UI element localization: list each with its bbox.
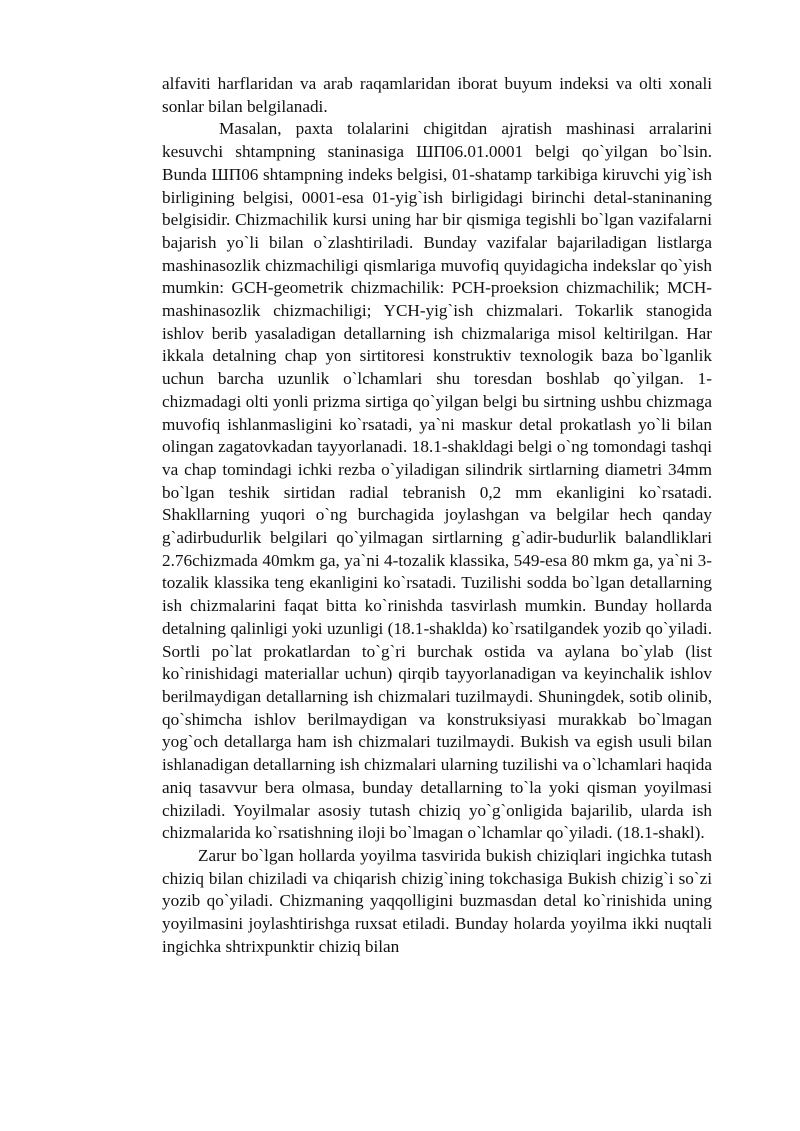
paragraph-bending-lines: Zarur bo`lgan hollarda yoyilma tasvirida bukish chiziqlari ingichka tutash chiziq bilan chiziladi va chiqarish chizig`ining tokchasiga Bukish chizig`i so`zi yozib qo`yiladi. Chizmaning yaqqolligini buzmasdan detal ko`rinishida uning yoyilmasini joylashtirishga ruxsat etiladi. Bunday holarda yoyilma ikki nuqtali ingichka shtrixpunktir chiziq bilan [162, 845, 712, 956]
paragraph-example-stamp: Masalan, paxta tolalarini chigitdan ajratish mashinasi arralarini kesuvchi shtampning staninasiga ШП06.01.0001 belgi qo`yilgan bo`lsin. Bunda ШП06 shtampning indeks belgisi, 01-shatamp tarkibiga kiruvchi yig`ish birligining belgisi, 0001-esa 01-yig`ish birligidagi birinchi detal-staninaning belgisidir. Chizmachilik kursi uning har bir qismiga tegishli bo`lgan vazifalarni bajarish yo`li bilan o`zlashtiriladi. Bunday vazifalar bajariladigan listlarga mashinasozlik chizmachiligi qismlariga muvofiq quyidagicha indekslar qo`yish mumkin: GCH-geometrik chizmachilik: PCH-proeksion chizmachilik; MCH-mashinasozlik chizmachiligi; YCH-yig`ish chizmalari. Tokarlik stanogida ishlov berib yasaladigan detallarning ish chizmalariga misol keltirilgan. Har ikkala detalning chap yon sirtitoresi konstruktiv texnologik baza bo`lganlik uchun barcha uzunlik o`lchamlari shu toresdan boshlab qo`yilgan. 1-chizmadagi olti yonli prizma sirtiga qo`yilgan belgi bu sirtning ushbu chizmaga muvofiq ishlanmasligini ko`rsatadi, ya`ni maskur detal prokatlash yo`li bilan olingan zagatovkadan tayyorlanadi. 18.1-shakldagi belgi o`ng tomondagi tashqi va chap tomindagi ichki rezba o`yiladigan silindrik sirtlarning diametri 34mm bo`lgan teshik sirtidan radial tebranish 0,2 mm ekanligini ko`rsatadi. Shakllarning yuqori o`ng burchagida joylashgan va belgilar hech qanday g`adirbudurlik belgilari qo`yilmagan sirtlarning g`adir-budurlik balandliklari 2.76chizmada 40mkm ga, ya`ni 4-tozalik klassika, 549-esa 80 mkm ga, ya`ni 3-tozalik klassika teng ekanligini ko`rsatadi. Tuzilishi sodda bo`lgan detallarning ish chizmalarini faqat bitta ko`rinishda tasvirlash mumkin. Bunday hollarda detalning qalinligi yoki uzunligi (18.1-shaklda) ko`rsatilgandek yozib qo`yiladi. Sortli po`lat prokatlardan to`g`ri burchak ostida va aylana bo`ylab (list ko`rinishidagi materiallar uchun) qirqib tayyorlanadigan va keyinchalik ishlov berilmaydigan detallarning ish chizmalari tuzilmaydi. Shuningdek, sotib olinib, qo`shimcha ishlov berilmaydigan va konstruksiyasi murakkab bo`lmagan yog`och detallarga ham ish chizmalari tuzilmaydi. Bukish va egish usuli bilan ishlanadigan detallarning ish chizmalari ularning tuzilishi va o`lchamlari haqida aniq tasavvur bera olmasa, bunday detallarning to`la yoki qisman yoyilmasi chiziladi. Yoyilmalar asosiy tutash chiziq yo`g`onligida bajarilib, ularda ish chizmalarida ko`rsatishning iloji bo`lmagan o`lchamlar qo`yiladi. (18.1-shakl). [162, 119, 712, 843]
document-page [162, 73, 712, 958]
paragraph-continuation: alfaviti harflaridan va arab raqamlaridan iborat buyum indeksi va olti xonali sonlar bilan belgilanadi. [162, 74, 712, 116]
